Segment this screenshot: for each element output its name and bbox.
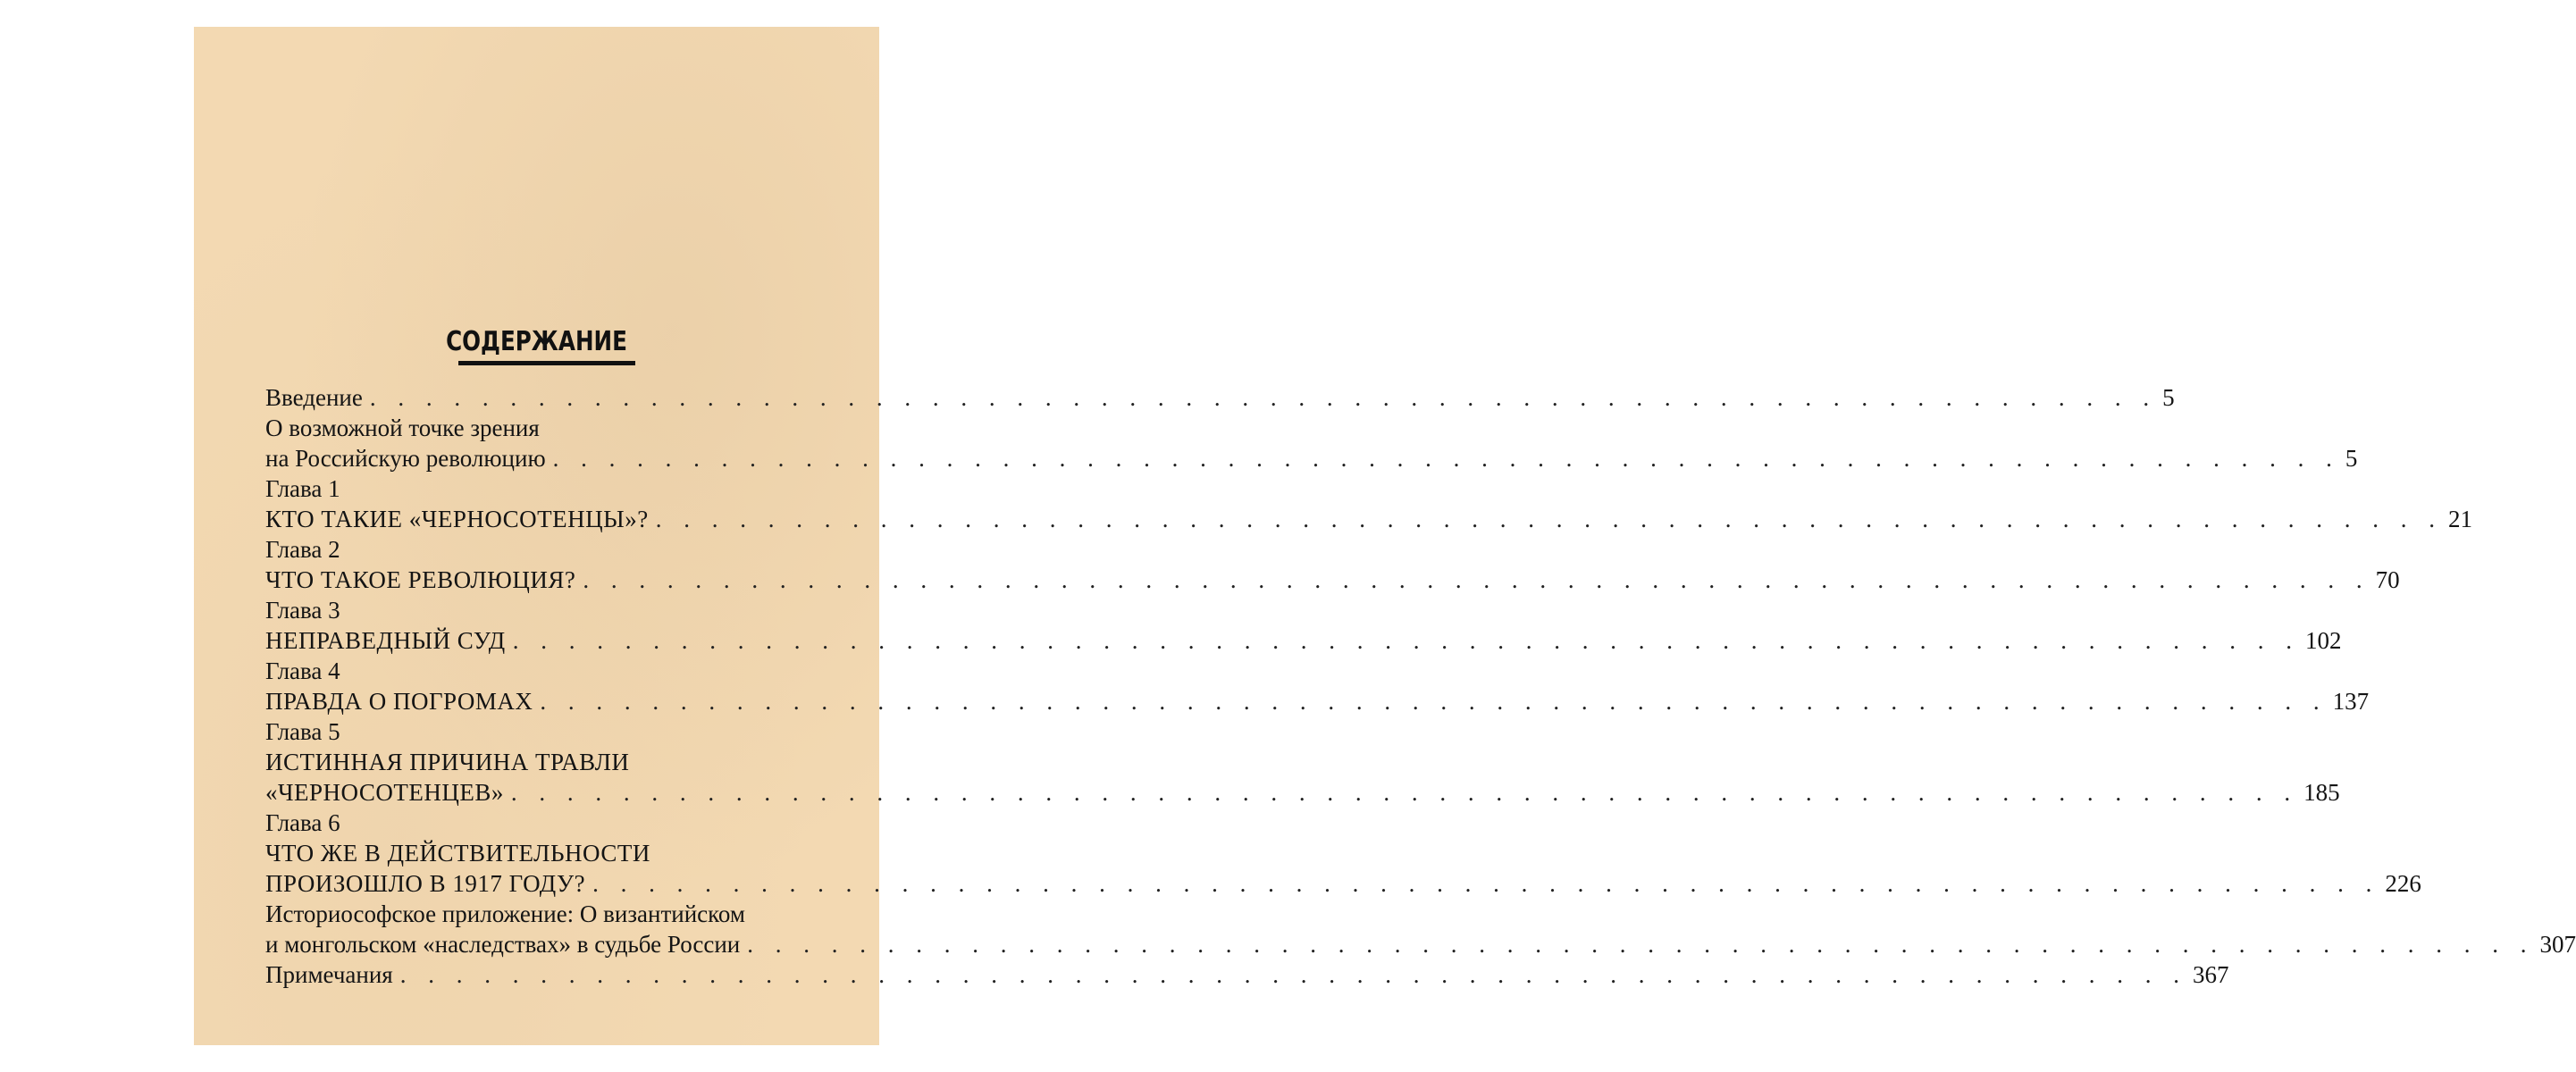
dot-leader: . . . . . . . . . . . . . . . . . . . . . . . . . . . . . . . . . . . . . . . . . . . . . . . . . . . . . . . . . . . . . . . . — [583, 566, 2370, 593]
table-of-contents — [265, 382, 2576, 990]
toc-entry-chapter-4 — [265, 656, 2370, 716]
toc-entry-appendix — [265, 899, 2576, 959]
toc-page-number: 307 — [2539, 931, 2576, 958]
chapter-label: Глава 4 — [265, 657, 340, 684]
chapter-title: ИСТИННАЯ ПРИЧИНА ТРАВЛИ — [265, 749, 630, 775]
chapter-label: Глава 2 — [265, 536, 340, 563]
contents-heading: СОДЕРЖАНИЕ — [446, 326, 627, 357]
toc-entry-notes — [265, 959, 2229, 990]
toc-entry-title-cont: и монгольском «наследствах» в судьбе России — [265, 931, 741, 958]
toc-entry-title-cont: на Российскую революцию — [265, 445, 546, 472]
toc-page-number: 226 — [2385, 870, 2421, 897]
chapter-title-cont: ПРОИЗОШЛО В 1917 ГОДУ? — [265, 870, 586, 897]
toc-page-number: 21 — [2447, 506, 2472, 532]
toc-page-number: 367 — [2192, 961, 2229, 988]
dot-leader: . . . . . . . . . . . . . . . . . . . . . . . . . . . . . . . . . . . . . . . . . . . . . . . . . . . . . . . . . . . . . . . . — [747, 931, 2535, 958]
dot-leader: . . . . . . . . . . . . . . . . . . . . . . . . . . . . . . . . . . . . . . . . . . . . . . . . . . . . . . . . . . . . . . . . — [512, 627, 2300, 654]
dot-leader: . . . . . . . . . . . . . . . . . . . . . . . . . . . . . . . . . . . . . . . . . . . . . . . . . . . . . . . . . . . . . . . . — [399, 961, 2187, 988]
chapter-title: ЧТО ТАКОЕ РЕВОЛЮЦИЯ? — [265, 566, 576, 593]
toc-entry-title: Примечания — [265, 961, 393, 988]
toc-page-number: 137 — [2332, 688, 2370, 715]
toc-entry-title: О возможной точке зрения — [265, 415, 540, 441]
chapter-label: Глава 1 — [265, 475, 340, 502]
toc-entry-title: Введение — [265, 384, 363, 411]
dot-leader: . . . . . . . . . . . . . . . . . . . . . . . . . . . . . . . . . . . . . . . . . . . . . . . . . . . . . . . . . . . . . . . . — [510, 779, 2299, 806]
dot-leader: . . . . . . . . . . . . . . . . . . . . . . . . . . . . . . . . . . . . . . . . . . . . . . . . . . . . . . . . . . . . . . . . — [655, 506, 2443, 532]
dot-leader: . . . . . . . . . . . . . . . . . . . . . . . . . . . . . . . . . . . . . . . . . . . . . . . . . . . . . . . . . . . . . . . . — [552, 445, 2340, 472]
chapter-title: ЧТО ЖЕ В ДЕЙСТВИТЕЛЬНОСТИ — [265, 840, 650, 867]
book-page — [194, 27, 2576, 1045]
toc-entry-chapter-2 — [265, 534, 2400, 595]
toc-entry-chapter-5 — [265, 716, 2340, 808]
dot-leader: . . . . . . . . . . . . . . . . . . . . . . . . . . . . . . . . . . . . . . . . . . . . . . . . . . . . . . . . . . . . . . . . — [540, 688, 2328, 715]
heading-underline — [458, 361, 635, 365]
chapter-label: Глава 6 — [265, 809, 340, 836]
toc-entry-introduction — [265, 382, 2175, 413]
chapter-label: Глава 5 — [265, 718, 340, 745]
toc-entry-chapter-1 — [265, 473, 2472, 534]
chapter-title-cont: «ЧЕРНОСОТЕНЦЕВ» — [265, 779, 504, 806]
toc-entry-title: Историософское приложение: О византийском — [265, 900, 745, 927]
chapter-title: НЕПРАВЕДНЫЙ СУД — [265, 627, 506, 654]
toc-page-number: 70 — [2375, 566, 2400, 593]
toc-page-number: 185 — [2303, 779, 2340, 806]
chapter-label: Глава 3 — [265, 597, 340, 624]
chapter-title: КТО ТАКИЕ «ЧЕРНОСОТЕНЦЫ»? — [265, 506, 649, 532]
dot-leader: . . . . . . . . . . . . . . . . . . . . . . . . . . . . . . . . . . . . . . . . . . . . . . . . . . . . . . . . . . . . . . . . — [369, 384, 2158, 411]
toc-page-number: 102 — [2304, 627, 2342, 654]
toc-page-number: 5 — [2162, 384, 2175, 411]
dot-leader: . . . . . . . . . . . . . . . . . . . . . . . . . . . . . . . . . . . . . . . . . . . . . . . . . . . . . . . . . . . . . . . . — [592, 870, 2380, 897]
toc-entry-chapter-6 — [265, 808, 2421, 899]
toc-entry-chapter-3 — [265, 595, 2342, 656]
chapter-title: ПРАВДА О ПОГРОМАХ — [265, 688, 533, 715]
toc-entry-viewpoint — [265, 413, 2358, 473]
toc-page-number: 5 — [2345, 445, 2358, 472]
